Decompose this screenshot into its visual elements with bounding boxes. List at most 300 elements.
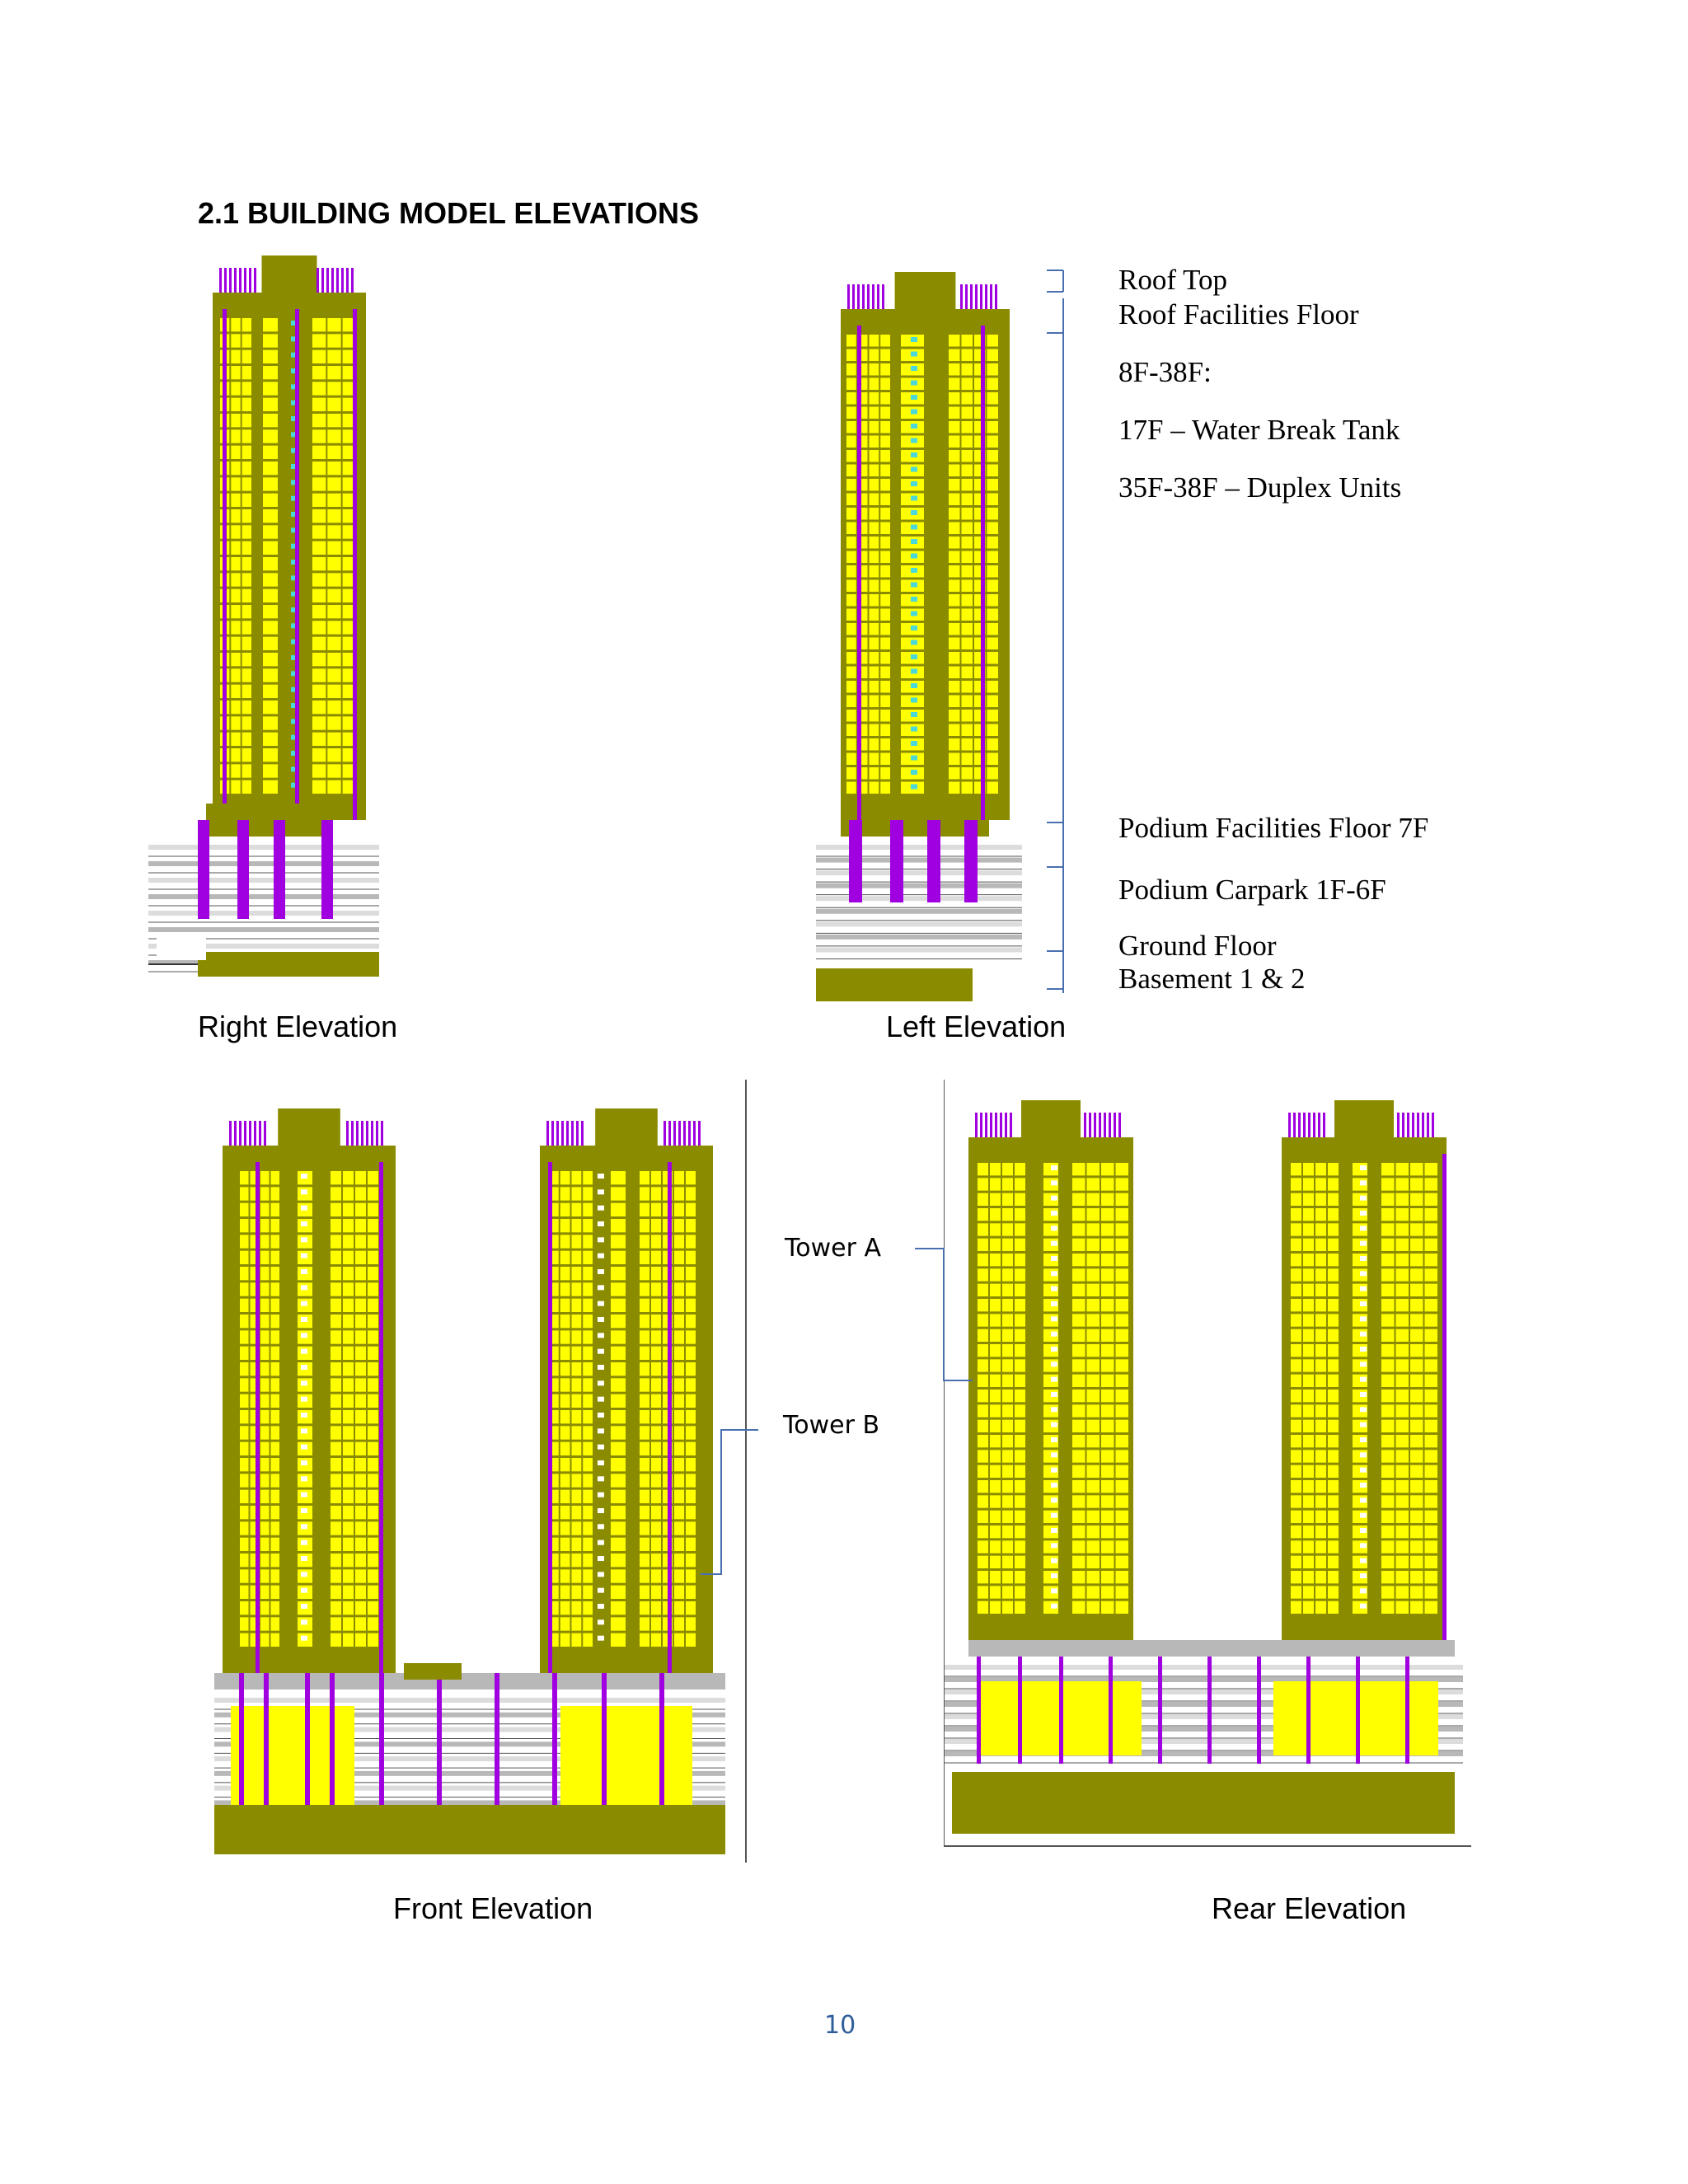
facade-window [990,1540,1001,1553]
facade-window [572,1203,582,1216]
facade-window [686,1521,696,1535]
facade-window [1410,1526,1423,1538]
facade-window [583,1442,593,1455]
facade-window [1116,1163,1129,1175]
facade-window [1116,1390,1129,1402]
facade-window [611,1601,626,1615]
roof-railing [371,1121,373,1146]
facade-window [1101,1586,1114,1598]
facade-window [1315,1404,1326,1417]
facade-window [880,378,890,391]
facade-window [1291,1375,1301,1387]
facade-window [1410,1239,1423,1251]
facade-window [231,350,240,363]
facade-window [1087,1314,1100,1326]
facade-window [560,1442,570,1455]
core-window [301,1285,307,1290]
core-window [598,1333,604,1338]
facade-window [231,733,240,746]
facade-window [572,1362,582,1376]
facade-window [312,318,326,331]
facade-window [651,1569,661,1582]
facade-window [1291,1163,1301,1175]
facade-window [1072,1193,1085,1206]
roof-railing [1293,1113,1296,1137]
facade-window [949,523,960,535]
core-window [911,770,917,775]
facade-window [1396,1571,1409,1583]
core-window [1051,1452,1057,1457]
facade-window [271,1171,280,1184]
facade-window [368,1378,378,1391]
facade-window [240,1601,249,1615]
facade-window [1410,1495,1423,1507]
facade-window [1015,1208,1025,1221]
facade-window [1425,1480,1438,1493]
facade-window [312,382,326,395]
facade-window [674,1538,684,1551]
facade-window [368,1426,378,1439]
core-window [911,612,917,616]
facade-window [263,509,278,523]
facade-window [1381,1526,1395,1538]
facade-window [1291,1435,1301,1447]
facade-window [686,1601,696,1615]
facade-window [1116,1268,1129,1281]
core-window [301,1540,307,1545]
roof-railing [346,268,349,293]
facade-window [990,1420,1001,1432]
facade-window [1425,1239,1438,1251]
podium-column [977,1657,981,1764]
facade-window [368,1554,378,1567]
facade-window [949,349,960,362]
facade-window [1315,1511,1326,1523]
facade-window [560,1315,570,1328]
link-bridge [404,1663,462,1680]
facade-window [880,479,890,491]
facade-window [583,1347,593,1360]
facade-window [263,494,278,507]
podium-slab [816,935,1022,940]
facade-window [331,1235,341,1248]
core-window [911,554,917,559]
facade-window [572,1586,582,1599]
facade-window [1101,1526,1114,1538]
core-window [911,583,917,588]
core-window [1360,1392,1367,1397]
core-window [1360,1226,1367,1230]
facade-window [846,436,856,448]
podium-slab [816,845,1022,850]
core-window [1051,1286,1057,1291]
facade-window [880,349,890,362]
facade-window [611,1521,626,1535]
facade-window [1002,1223,1013,1235]
facade-window [1410,1178,1423,1190]
facade-window [651,1617,661,1630]
core-window [1051,1468,1057,1473]
facade-window [674,1203,684,1216]
facade-window [312,733,326,746]
facade-window [846,580,856,593]
facade-window [1328,1571,1339,1583]
facade-window [640,1554,649,1567]
core-window [598,1301,604,1306]
facade-window [368,1586,378,1599]
facade-window [1410,1435,1423,1447]
podium-column [305,1673,310,1821]
core-window [301,1604,307,1609]
roof-railing [668,1121,671,1146]
podium-column [1405,1657,1409,1764]
facade-window [990,1586,1001,1598]
facade-window [312,541,326,555]
facade-window [331,1617,341,1630]
facade-window [572,1426,582,1439]
facade-window [343,1410,354,1423]
facade-window [572,1235,582,1248]
facade-window [343,1394,354,1408]
facade-window [572,1617,582,1630]
facade-window [686,1362,696,1376]
facade-window [1291,1540,1301,1553]
facade-window [231,382,240,395]
facade-window [686,1586,696,1599]
core-window [1051,1377,1057,1382]
roof-railing [1407,1113,1409,1137]
facade-window [962,594,973,607]
facade-window [987,551,999,564]
facade-window [242,382,251,395]
facade-window [987,609,999,621]
facade-window [1425,1450,1438,1462]
facade-window [331,1410,341,1423]
facade-window [572,1633,582,1647]
facade-window [1002,1450,1013,1462]
core-window [301,1556,307,1561]
vertical-pipe [379,1162,383,1673]
facade-window [1002,1511,1013,1523]
facade-window [674,1378,684,1391]
facade-window [880,580,890,593]
facade-window [1072,1284,1085,1296]
facade-window [1425,1571,1438,1583]
facade-window [1303,1223,1314,1235]
facade-window [1087,1239,1100,1251]
facade-window [686,1617,696,1630]
facade-window [1328,1540,1339,1553]
facade-window [260,1330,270,1343]
facade-window [1410,1571,1423,1583]
core-window [598,1221,604,1226]
facade-window [987,652,999,664]
facade-window [331,1267,341,1280]
facade-window [572,1538,582,1551]
facade-window [1315,1556,1326,1568]
facade-window [1116,1375,1129,1387]
facade-window [651,1538,661,1551]
core-window [598,1572,604,1577]
facade-window [1072,1556,1085,1568]
facade-window [1002,1208,1013,1221]
facade-window [674,1299,684,1312]
facade-window [271,1267,280,1280]
podium-column [1207,1657,1212,1764]
facade-window [1425,1268,1438,1281]
facade-window [1072,1268,1085,1281]
facade-window [583,1601,593,1615]
facade-window [1315,1239,1326,1251]
facade-window [611,1554,626,1567]
roof-railing [1104,1113,1106,1137]
facade-window [327,494,340,507]
facade-window [271,1251,280,1264]
core-window [1360,1497,1367,1502]
facade-window [572,1282,582,1296]
facade-window [1015,1239,1025,1251]
core-window [911,366,917,371]
facade-window [1396,1239,1409,1251]
facade-window [260,1506,270,1519]
facade-window [846,349,856,362]
facade-window [343,1633,354,1647]
facade-window [651,1347,661,1360]
facade-window [674,1187,684,1200]
facade-window [1015,1375,1025,1387]
facade-window [331,1601,341,1615]
facade-window [331,1506,341,1519]
roof-railing [239,268,241,293]
core-window [301,1380,307,1385]
core-window [301,1269,307,1274]
facade-window [331,1538,341,1551]
facade-window [271,1442,280,1455]
facade-window [343,1442,354,1455]
roof-railing [1412,1113,1414,1137]
facade-window [651,1235,661,1248]
facade-window [343,1267,354,1280]
facade-window [312,764,326,777]
facade-window [651,1521,661,1535]
facade-window [1116,1404,1129,1417]
facade-window [312,446,326,459]
facade-window [355,1171,366,1184]
facade-window [1425,1208,1438,1221]
facade-window [1291,1178,1301,1190]
roof-railing [566,1121,569,1146]
facade-window [651,1267,661,1280]
facade-window [611,1315,626,1328]
facade-window [1303,1344,1314,1357]
facade-window [1101,1450,1114,1462]
facade-window [572,1506,582,1519]
core-window [1051,1361,1057,1366]
core-window [301,1428,307,1433]
roof-railing [551,1121,554,1146]
facade-window [1291,1465,1301,1478]
facade-window [1410,1511,1423,1523]
core-window [1051,1211,1057,1216]
core-window [1051,1573,1057,1578]
facade-window [611,1282,626,1296]
facade-window [327,589,340,602]
facade-window [990,1450,1001,1462]
facade-window [343,1506,354,1519]
facade-window [846,782,856,794]
facade-window [1116,1223,1129,1235]
facade-window [260,1282,270,1296]
facade-window [583,1569,593,1582]
facade-window [990,1495,1001,1507]
facade-window [870,407,879,419]
facade-window [674,1267,684,1280]
facade-window [846,537,856,549]
core-window [1360,1558,1367,1563]
facade-window [674,1586,684,1599]
facade-window [312,668,326,682]
podium-facade [560,1706,692,1805]
core-window [1360,1241,1367,1246]
facade-window [263,557,278,570]
facade-window [1328,1344,1339,1357]
podium-column [1059,1657,1063,1764]
facade-window [686,1347,696,1360]
core-window [598,1493,604,1497]
section-heading: 2.1 BUILDING MODEL ELEVATIONS [198,196,700,230]
facade-window [271,1474,280,1487]
facade-window [1087,1193,1100,1206]
facade-window [583,1282,593,1296]
facade-window [1381,1163,1395,1175]
facade-window [640,1633,649,1647]
facade-window [1381,1450,1395,1462]
facade-window [271,1458,280,1471]
facade-window [355,1426,366,1439]
facade-window [312,525,326,538]
facade-window [260,1267,270,1280]
facade-window [962,724,973,737]
facade-window [368,1347,378,1360]
facade-window [327,764,340,777]
facade-window [331,1362,341,1376]
facade-window [560,1601,570,1615]
facade-window [880,335,890,347]
facade-window [368,1538,378,1551]
facade-window [987,494,999,506]
facade-window [1087,1556,1100,1568]
roof-railing [867,284,870,309]
facade-window [240,1426,249,1439]
facade-window [1116,1601,1129,1614]
facade-window [1328,1299,1339,1311]
facade-window [271,1633,280,1647]
facade-window [880,667,890,679]
facade-window [263,621,278,634]
facade-window [327,462,340,475]
facade-window [674,1362,684,1376]
facade-window [1015,1178,1025,1190]
facade-window [368,1251,378,1264]
facade-window [686,1538,696,1551]
facade-window [1015,1359,1025,1371]
facade-window [949,565,960,578]
facade-window [987,753,999,766]
facade-window [240,1474,249,1487]
facade-window [1425,1344,1438,1357]
facade-window [1381,1208,1395,1221]
facade-window [331,1426,341,1439]
facade-window [990,1178,1001,1190]
facade-window [1315,1540,1326,1553]
facade-window [1315,1465,1326,1478]
facade-window [674,1442,684,1455]
facade-window [990,1390,1001,1402]
facade-window [1425,1435,1438,1447]
facade-window [583,1315,593,1328]
facade-window [870,753,879,766]
facade-window [1015,1571,1025,1583]
facade-window [962,537,973,549]
label-tower-a: Tower A [785,1234,881,1263]
core-window [598,1604,604,1609]
facade-window [1072,1375,1085,1387]
podium-facade [231,1706,354,1805]
facade-window [271,1187,280,1200]
facade-window [1303,1495,1314,1507]
facade-window [231,573,240,586]
facade-window [674,1219,684,1232]
facade-window [1087,1586,1100,1598]
facade-window [962,696,973,708]
podium-slab [816,947,1022,952]
facade-window [1303,1178,1314,1190]
roof-railing [683,1121,686,1146]
facade-window [651,1554,661,1567]
facade-window [1410,1480,1423,1493]
front-elevation-drawing [214,1080,750,1863]
facade-window [1410,1390,1423,1402]
facade-window [686,1490,696,1503]
facade-window [674,1315,684,1328]
facade-window [240,1267,249,1280]
facade-window [343,1187,354,1200]
facade-window [355,1617,366,1630]
core-window [911,337,917,342]
facade-window [1101,1314,1114,1326]
facade-window [1002,1465,1013,1478]
facade-window [1396,1284,1409,1296]
facade-window [242,589,251,602]
facade-window [231,398,240,411]
roof-railing [331,268,334,293]
core-window [1051,1226,1057,1230]
facade-window [674,1330,684,1343]
facade-window [263,525,278,538]
roof-railing [990,284,992,309]
facade-window [560,1410,570,1423]
facade-window [368,1187,378,1200]
core-window [1051,1422,1057,1427]
facade-window [1303,1586,1314,1598]
facade-window [962,738,973,751]
facade-window [1087,1268,1100,1281]
facade-window [312,589,326,602]
facade-window [674,1474,684,1487]
facade-window [611,1394,626,1408]
facade-window [271,1219,280,1232]
facade-window [368,1219,378,1232]
